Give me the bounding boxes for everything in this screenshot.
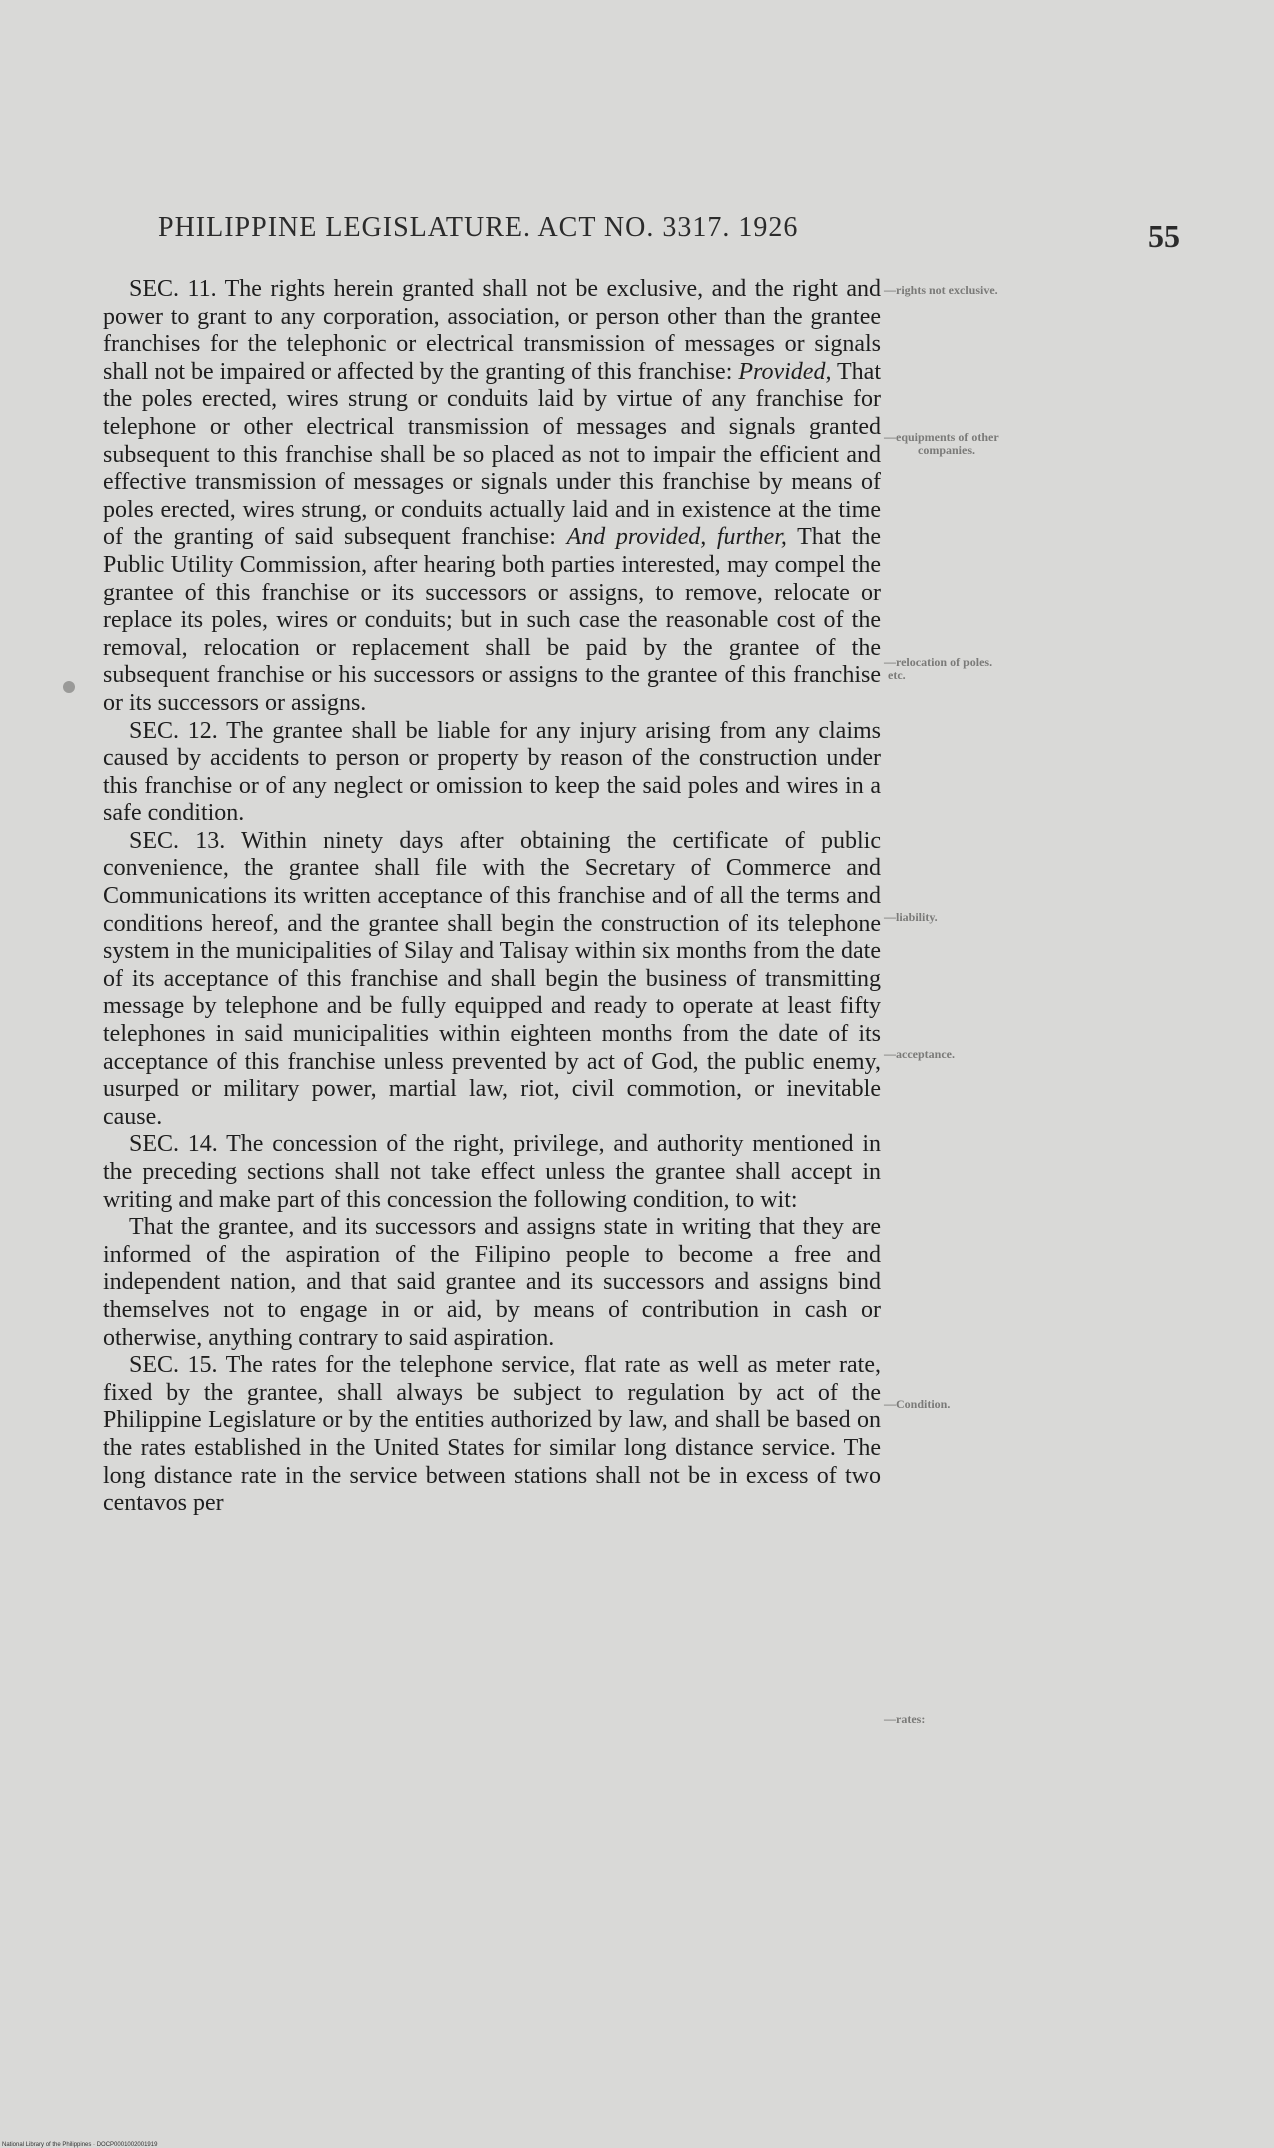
section-14-text: The concession of the right, privilege, and authority mentioned in the preceding sections shall not take effect unless the grantee shall accept in writing and make part of this concession the following condition, to wit: bbox=[103, 1131, 881, 1213]
body-text bbox=[103, 276, 881, 1518]
margin-note-rights: —rights not exclusive. bbox=[884, 283, 998, 297]
section-11-label: SEC. 11. bbox=[129, 276, 217, 302]
section-12-label: SEC. 12. bbox=[129, 717, 218, 744]
section-15-label: SEC. 15. bbox=[129, 1352, 218, 1379]
section-13-text: Within ninety days after obtaining the certificate of public convenience, the grantee shall file with the Secretary of Commerce and Communications its written acceptance of this franchise and of all the terms and conditions hereof, and the grantee shall begin the construction of its telephone system in the municipalities of Silay and Talisay within six months from the date of its acceptance of this franchise and shall begin the business of transmitting message by telephone and be fully equipped and ready to operate at least fifty telephones in said municipalities within eighteen months from the date of its acceptance of this franchise unless prevented by act of God, the public enemy, usurped or military power, martial law, riot, civil commotion, or inevitable cause. bbox=[103, 827, 882, 1130]
section-11-text-c: That the Public Utility Commission, after hearing both parties interested, may compel the grantee of this franchise or its successors or assigns, to remove, relocate or replace its poles, wires or conduits; but in such case the reasonable cost of the removal, relocation or replacement shall be paid by the grantee of the subsequent franchise or his successors or assigns to the grantee of this franchise or its successors or assigns. bbox=[103, 524, 882, 716]
margin-note-liability: —liability. bbox=[884, 910, 938, 924]
margin-note-relocation-cont: etc. bbox=[888, 668, 906, 682]
section-11-text-a: The rights herein granted shall not be exclusive, and the right and power to grant to any corporation, association, or person other than the grantee franchises for the telephonic or electrical transmission of messages or signals shall not be impaired or affected by the granting of this franchise: bbox=[103, 276, 882, 385]
section-11-provided: Provided, bbox=[738, 358, 832, 385]
section-11-and-provided: And provided, further, bbox=[566, 524, 787, 551]
archival-footer: National Library of the Philippines · DOCP0001002001919 bbox=[2, 2142, 158, 2148]
margin-dot bbox=[63, 681, 75, 693]
running-header: PHILIPPINE LEGISLATURE. ACT NO. 3317. 1926 bbox=[158, 212, 799, 243]
margin-note-equipments-cont: companies. bbox=[918, 443, 975, 457]
section-15 bbox=[103, 1352, 881, 1518]
section-15-text: The rates for the telephone service, flat rate as well as meter rate, fixed by the grantee, shall always be subject to regulation by act of the Philippine Legislature or by the entities authorized by law, and shall be based on the rates established in the United States for similar long distance service. The long distance rate in the service between stations shall not be in excess of two centavos per bbox=[103, 1352, 881, 1517]
section-14 bbox=[103, 1131, 881, 1214]
section-14-label: SEC. 14. bbox=[129, 1131, 218, 1158]
section-13 bbox=[103, 828, 881, 1132]
section-11-text-b: That the poles erected, wires strung or conduits laid by virtue of any franchise for telephone or other electrical transmission of messages and signals granted subsequent to this franchise shall be so placed as not to impair the efficient and effective transmission of messages or signals under this franchise by means of poles erected, wires strung, or conduits actually laid and in existence at the time of the granting of said subsequent franchise: bbox=[103, 358, 881, 551]
margin-note-condition: —Condition. bbox=[884, 1397, 951, 1411]
margin-note-equipments: —equipments of other bbox=[884, 430, 999, 444]
section-11 bbox=[103, 276, 881, 718]
section-13-label: SEC. 13. bbox=[129, 827, 226, 854]
margin-note-relocation: —relocation of poles. bbox=[884, 655, 993, 669]
section-14-condition: That the grantee, and its successors and assigns state in writing that they are informed of the aspiration of the Filipino people to become a free and independent nation, and that said grantee and its successors and assigns bind themselves not to engage in or aid, by means of contribution in cash or otherwise, anything contrary to said aspiration. bbox=[103, 1214, 881, 1351]
page-number: 55 bbox=[1148, 218, 1180, 254]
margin-note-acceptance: —acceptance. bbox=[884, 1047, 955, 1061]
margin-note-rates: —rates: bbox=[884, 1712, 926, 1726]
section-12 bbox=[103, 718, 881, 828]
section-12-text: The grantee shall be liable for any injury arising from any claims caused by accidents to person or property by reason of the construction under this franchise or of any neglect or omission to keep the said poles and wires in a safe condition. bbox=[103, 717, 881, 827]
